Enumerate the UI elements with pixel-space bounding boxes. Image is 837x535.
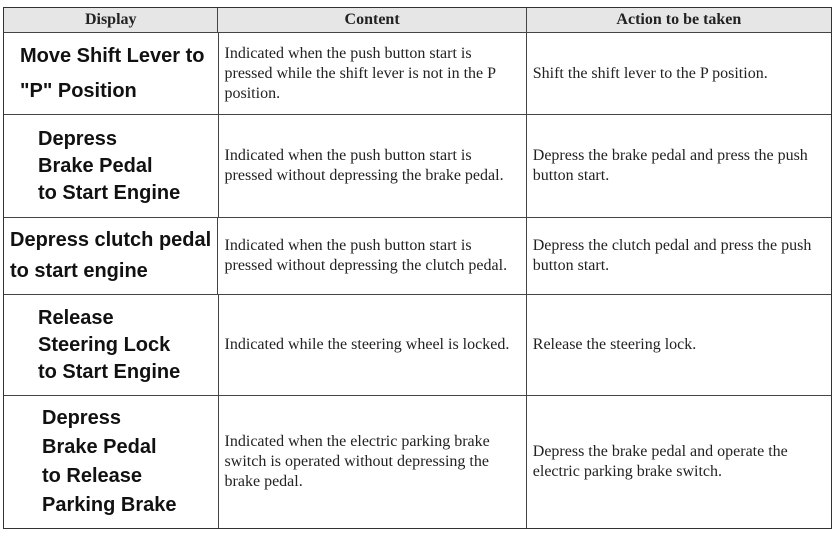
header-display: Display <box>4 8 217 32</box>
display-message <box>4 218 217 294</box>
table-row <box>4 217 831 294</box>
display-line: to Start Engine <box>38 181 181 204</box>
display-message <box>4 33 218 114</box>
display-message <box>4 396 218 528</box>
display-line: Depress <box>42 407 121 429</box>
content-text <box>218 295 526 395</box>
content-line: Indicated while the steering wheel is locked. <box>224 336 510 353</box>
display-line: Depress <box>38 127 117 150</box>
header-content: Content <box>217 8 525 32</box>
action-line: Release the steering lock. <box>532 336 697 353</box>
display-line: to start engine <box>10 260 148 282</box>
content-text <box>218 115 526 217</box>
action-line: Depress the brake pedal and press the push button start. <box>532 147 808 184</box>
warning-message-table <box>3 7 832 529</box>
display-line: Depress clutch pedal <box>10 229 212 251</box>
display-line: Brake Pedal <box>38 154 153 177</box>
table-row <box>4 114 831 217</box>
display-line: Steering Lock <box>38 333 171 356</box>
display-line: Brake Pedal <box>42 436 157 458</box>
action-line: Depress the clutch pedal and press the push button start. <box>532 237 812 274</box>
display-message <box>4 115 218 217</box>
display-line: Parking Brake <box>42 494 177 516</box>
display-line: Move Shift Lever to <box>20 45 205 67</box>
table-row <box>4 395 831 528</box>
content-text <box>218 33 526 114</box>
content-line: Indicated when the push button start is pressed while the shift lever is not in the P position. <box>224 44 496 102</box>
action-text <box>526 218 831 294</box>
display-line: to Release <box>42 465 143 487</box>
display-message <box>4 295 218 395</box>
header-action: Action to be taken <box>526 8 831 32</box>
display-line: "P" Position <box>20 80 137 102</box>
content-text <box>217 218 525 294</box>
content-text <box>218 396 526 528</box>
action-text <box>526 115 831 217</box>
action-line: Depress the brake pedal and operate the electric parking brake switch. <box>532 443 788 480</box>
content-line: Indicated when the push button start is pressed without depressing the brake pedal. <box>224 147 504 184</box>
action-text <box>526 33 831 114</box>
table-header-row <box>4 8 831 32</box>
action-text <box>526 396 831 528</box>
display-line: Release <box>38 306 114 329</box>
content-line: Indicated when the electric parking brake switch is operated without depressing the brake pedal. <box>224 433 490 490</box>
content-line: Indicated when the push button start is pressed without depressing the clutch pedal. <box>224 237 508 274</box>
action-line: Shift the shift lever to the P position. <box>532 64 768 82</box>
action-text <box>526 295 831 395</box>
display-line: to Start Engine <box>38 360 181 383</box>
table-row <box>4 294 831 395</box>
table-row <box>4 32 831 114</box>
